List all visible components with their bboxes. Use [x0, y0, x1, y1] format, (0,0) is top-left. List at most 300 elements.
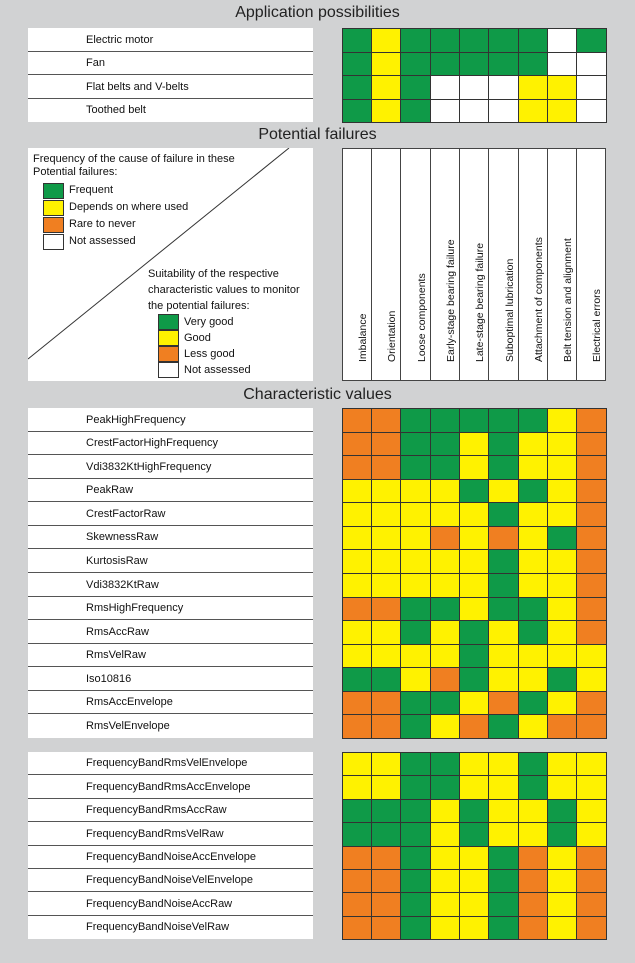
matrix-cell-rmsaccraw-5 [459, 620, 489, 645]
matrix-cell-vdi3832kthighfrequency-6 [488, 455, 519, 480]
matrix-cell-frequencybandrmsaccraw-2 [371, 799, 401, 823]
matrix-cell-toothed-belt-2 [371, 99, 401, 123]
matrix-cell-skewnessraw-2 [371, 526, 401, 550]
matrix-cell-frequencybandnoiseaccraw-4 [430, 892, 460, 917]
matrix-cell-rmsaccraw-2 [371, 620, 401, 645]
matrix-cell-kurtosisraw-7 [518, 549, 548, 574]
matrix-cell-rmsvelraw-5 [459, 644, 489, 668]
matrix-cell-flat-belts-and-v-belts-2 [371, 75, 401, 100]
matrix-cell-frequencybandrmsaccenvelope-9 [576, 775, 607, 800]
row-label-crestfactorraw: CrestFactorRaw [86, 508, 166, 520]
matrix-cell-rmsvelraw-3 [400, 644, 431, 668]
row-label-frequencybandrmsvelenvelope: FrequencyBandRmsVelEnvelope [86, 757, 248, 769]
matrix-cell-frequencybandrmsaccenvelope-7 [518, 775, 548, 800]
matrix-cell-kurtosisraw-8 [547, 549, 577, 574]
row-divider [28, 98, 313, 99]
matrix-cell-vdi3832kthighfrequency-8 [547, 455, 577, 480]
matrix-cell-frequencybandnoiseaccraw-5 [459, 892, 489, 917]
matrix-cell-rmsvelenvelope-8 [547, 714, 577, 739]
matrix-cell-rmsaccraw-8 [547, 620, 577, 645]
matrix-cell-electric-motor-3 [400, 28, 431, 53]
matrix-cell-frequencybandnoisevelenvelope-5 [459, 869, 489, 893]
matrix-cell-frequencybandnoisevelraw-1 [342, 916, 372, 940]
matrix-cell-frequencybandrmsvelenvelope-8 [547, 752, 577, 776]
matrix-cell-frequencybandnoiseaccraw-9 [576, 892, 607, 917]
matrix-cell-rmsaccenvelope-2 [371, 691, 401, 715]
matrix-cell-frequencybandrmsaccenvelope-8 [547, 775, 577, 800]
column-label-belt-tension: Belt tension and alignment [562, 238, 574, 362]
matrix-cell-frequencybandnoisevelraw-5 [459, 916, 489, 940]
row-label-frequencybandrmsaccraw: FrequencyBandRmsAccRaw [86, 804, 227, 816]
matrix-cell-frequencybandrmsaccraw-6 [488, 799, 519, 823]
matrix-cell-frequencybandrmsaccraw-4 [430, 799, 460, 823]
matrix-cell-vdi3832ktraw-3 [400, 573, 431, 598]
matrix-cell-frequencybandnoisevelenvelope-8 [547, 869, 577, 893]
matrix-cell-toothed-belt-4 [430, 99, 460, 123]
matrix-cell-frequencybandrmsaccraw-3 [400, 799, 431, 823]
matrix-cell-rmsvelenvelope-2 [371, 714, 401, 739]
suitability-swatch-very-good [158, 314, 179, 330]
matrix-cell-crestfactorraw-5 [459, 502, 489, 527]
row-divider [28, 619, 313, 620]
matrix-cell-crestfactorhighfrequency-5 [459, 432, 489, 456]
matrix-cell-rmsvelenvelope-4 [430, 714, 460, 739]
matrix-cell-frequencybandrmsaccenvelope-1 [342, 775, 372, 800]
matrix-cell-rmsaccenvelope-5 [459, 691, 489, 715]
row-label-peakraw: PeakRaw [86, 484, 134, 496]
matrix-cell-vdi3832ktraw-2 [371, 573, 401, 598]
matrix-cell-electric-motor-8 [547, 28, 577, 53]
matrix-cell-frequencybandrmsvelraw-5 [459, 822, 489, 847]
matrix-cell-rmsaccenvelope-1 [342, 691, 372, 715]
matrix-cell-fan-4 [430, 52, 460, 76]
matrix-cell-frequencybandnoisevelraw-7 [518, 916, 548, 940]
matrix-cell-frequencybandnoiseaccraw-6 [488, 892, 519, 917]
column-label-attachment: Attachment of components [533, 237, 545, 362]
matrix-cell-frequencybandrmsaccenvelope-5 [459, 775, 489, 800]
matrix-cell-peakhighfrequency-8 [547, 408, 577, 433]
column-label-early-bearing: Early-stage bearing failure [445, 239, 457, 362]
matrix-cell-flat-belts-and-v-belts-3 [400, 75, 431, 100]
matrix-cell-rmsaccraw-3 [400, 620, 431, 645]
matrix-cell-iso10816-2 [371, 667, 401, 692]
matrix-cell-frequencybandnoiseaccraw-8 [547, 892, 577, 917]
column-header-lubrication [488, 148, 519, 381]
matrix-cell-frequencybandrmsaccenvelope-2 [371, 775, 401, 800]
matrix-cell-frequencybandrmsaccenvelope-6 [488, 775, 519, 800]
matrix-cell-peakhighfrequency-1 [342, 408, 372, 433]
matrix-cell-skewnessraw-3 [400, 526, 431, 550]
matrix-cell-vdi3832kthighfrequency-1 [342, 455, 372, 480]
matrix-cell-kurtosisraw-4 [430, 549, 460, 574]
matrix-cell-crestfactorraw-8 [547, 502, 577, 527]
matrix-cell-crestfactorraw-9 [576, 502, 607, 527]
column-header-orientation [371, 148, 401, 381]
matrix-cell-frequencybandnoisevelenvelope-3 [400, 869, 431, 893]
matrix-cell-vdi3832kthighfrequency-5 [459, 455, 489, 480]
matrix-cell-peakhighfrequency-6 [488, 408, 519, 433]
matrix-cell-flat-belts-and-v-belts-5 [459, 75, 489, 100]
matrix-cell-frequencybandnoisevelenvelope-6 [488, 869, 519, 893]
matrix-cell-flat-belts-and-v-belts-4 [430, 75, 460, 100]
matrix-cell-rmsaccenvelope-6 [488, 691, 519, 715]
matrix-cell-crestfactorhighfrequency-6 [488, 432, 519, 456]
matrix-cell-vdi3832kthighfrequency-2 [371, 455, 401, 480]
matrix-cell-frequencybandrmsvelenvelope-5 [459, 752, 489, 776]
matrix-cell-rmsvelraw-1 [342, 644, 372, 668]
matrix-cell-peakhighfrequency-4 [430, 408, 460, 433]
matrix-cell-frequencybandrmsaccenvelope-4 [430, 775, 460, 800]
matrix-cell-fan-5 [459, 52, 489, 76]
matrix-cell-peakhighfrequency-2 [371, 408, 401, 433]
matrix-cell-skewnessraw-6 [488, 526, 519, 550]
row-label-rmshighfrequency: RmsHighFrequency [86, 602, 184, 614]
matrix-cell-vdi3832ktraw-1 [342, 573, 372, 598]
matrix-cell-electric-motor-2 [371, 28, 401, 53]
frequency-label-not-assessed: Not assessed [69, 235, 136, 247]
matrix-cell-fan-3 [400, 52, 431, 76]
row-label-frequencybandnoiseaccraw: FrequencyBandNoiseAccRaw [86, 898, 233, 910]
matrix-cell-peakhighfrequency-5 [459, 408, 489, 433]
matrix-cell-skewnessraw-9 [576, 526, 607, 550]
matrix-cell-vdi3832kthighfrequency-7 [518, 455, 548, 480]
row-label-crestfactorhighfrequency: CrestFactorHighFrequency [86, 437, 219, 449]
row-label-frequencybandnoisevelraw: FrequencyBandNoiseVelRaw [86, 921, 230, 933]
matrix-cell-rmshighfrequency-3 [400, 597, 431, 621]
column-label-imbalance: Imbalance [357, 313, 369, 362]
matrix-cell-frequencybandnoiseaccenvelope-7 [518, 846, 548, 870]
matrix-cell-frequencybandrmsvelenvelope-9 [576, 752, 607, 776]
matrix-cell-skewnessraw-1 [342, 526, 372, 550]
matrix-cell-frequencybandrmsvelraw-1 [342, 822, 372, 847]
matrix-cell-rmsaccenvelope-8 [547, 691, 577, 715]
matrix-cell-peakhighfrequency-9 [576, 408, 607, 433]
matrix-cell-electric-motor-9 [576, 28, 607, 53]
matrix-cell-iso10816-3 [400, 667, 431, 692]
matrix-cell-frequencybandrmsaccraw-7 [518, 799, 548, 823]
matrix-cell-rmsvelenvelope-9 [576, 714, 607, 739]
matrix-cell-rmsvelraw-4 [430, 644, 460, 668]
matrix-cell-iso10816-7 [518, 667, 548, 692]
matrix-cell-fan-6 [488, 52, 519, 76]
matrix-cell-frequencybandrmsvelenvelope-3 [400, 752, 431, 776]
row-divider [28, 501, 313, 502]
matrix-cell-toothed-belt-5 [459, 99, 489, 123]
matrix-cell-frequencybandnoiseaccenvelope-6 [488, 846, 519, 870]
column-header-electrical [576, 148, 606, 381]
matrix-cell-toothed-belt-7 [518, 99, 548, 123]
row-divider [28, 572, 313, 573]
matrix-cell-electric-motor-7 [518, 28, 548, 53]
matrix-cell-frequencybandnoisevelenvelope-9 [576, 869, 607, 893]
potential-failures-title: Potential failures [258, 126, 377, 143]
frequency-swatch-depends [43, 200, 64, 216]
matrix-cell-rmsvelenvelope-3 [400, 714, 431, 739]
frequency-swatch-frequent [43, 183, 64, 199]
matrix-cell-frequencybandnoiseaccraw-1 [342, 892, 372, 917]
matrix-cell-frequencybandnoiseaccenvelope-2 [371, 846, 401, 870]
matrix-cell-iso10816-9 [576, 667, 607, 692]
row-divider [28, 525, 313, 526]
matrix-cell-vdi3832ktraw-4 [430, 573, 460, 598]
matrix-cell-frequencybandnoiseaccenvelope-8 [547, 846, 577, 870]
matrix-cell-vdi3832ktraw-7 [518, 573, 548, 598]
matrix-cell-vdi3832kthighfrequency-3 [400, 455, 431, 480]
matrix-cell-flat-belts-and-v-belts-6 [488, 75, 519, 100]
matrix-cell-toothed-belt-6 [488, 99, 519, 123]
matrix-cell-toothed-belt-8 [547, 99, 577, 123]
matrix-cell-peakhighfrequency-3 [400, 408, 431, 433]
matrix-cell-frequencybandnoisevelenvelope-2 [371, 869, 401, 893]
suitability-legend-title-line3: the potential failures: [148, 300, 250, 312]
row-label-frequencybandrmsaccenvelope: FrequencyBandRmsAccEnvelope [86, 781, 251, 793]
matrix-cell-rmsaccenvelope-9 [576, 691, 607, 715]
matrix-cell-crestfactorhighfrequency-8 [547, 432, 577, 456]
matrix-cell-frequencybandrmsaccraw-8 [547, 799, 577, 823]
suitability-swatch-less-good [158, 346, 179, 362]
column-header-late-bearing [459, 148, 489, 381]
frequency-label-frequent: Frequent [69, 184, 114, 196]
row-label-rmsaccenvelope: RmsAccEnvelope [86, 696, 173, 708]
matrix-cell-peakraw-1 [342, 479, 372, 503]
application-possibilities-title: Application possibilities [235, 4, 400, 21]
matrix-cell-peakraw-3 [400, 479, 431, 503]
suitability-swatch-not-assessed [158, 362, 179, 378]
row-label-frequencybandnoiseaccenvelope: FrequencyBandNoiseAccEnvelope [86, 851, 256, 863]
frequency-label-rare: Rare to never [69, 218, 136, 230]
column-label-late-bearing: Late-stage bearing failure [474, 242, 486, 362]
matrix-cell-iso10816-6 [488, 667, 519, 692]
matrix-cell-frequencybandnoisevelenvelope-1 [342, 869, 372, 893]
matrix-cell-rmshighfrequency-7 [518, 597, 548, 621]
matrix-cell-frequencybandnoisevelraw-9 [576, 916, 607, 940]
row-label-rmsvelraw: RmsVelRaw [86, 649, 146, 661]
row-label-electric-motor: Electric motor [86, 34, 154, 46]
row-label-vdi3832ktraw: Vdi3832KtRaw [86, 579, 159, 591]
matrix-cell-rmsaccraw-6 [488, 620, 519, 645]
column-header-early-bearing [430, 148, 460, 381]
matrix-cell-rmsaccraw-9 [576, 620, 607, 645]
suitability-legend-title-line1: Suitability of the respective [148, 268, 279, 280]
matrix-cell-frequencybandrmsvelenvelope-4 [430, 752, 460, 776]
matrix-cell-flat-belts-and-v-belts-7 [518, 75, 548, 100]
matrix-cell-kurtosisraw-2 [371, 549, 401, 574]
matrix-cell-vdi3832ktraw-8 [547, 573, 577, 598]
matrix-cell-kurtosisraw-9 [576, 549, 607, 574]
matrix-cell-peakhighfrequency-7 [518, 408, 548, 433]
matrix-cell-crestfactorhighfrequency-4 [430, 432, 460, 456]
matrix-cell-rmshighfrequency-2 [371, 597, 401, 621]
matrix-cell-flat-belts-and-v-belts-1 [342, 75, 372, 100]
row-divider [28, 713, 313, 714]
matrix-cell-rmsvelraw-6 [488, 644, 519, 668]
column-header-attachment [518, 148, 548, 381]
row-label-rmsaccraw: RmsAccRaw [86, 626, 149, 638]
matrix-cell-frequencybandrmsvelraw-2 [371, 822, 401, 847]
matrix-cell-rmshighfrequency-9 [576, 597, 607, 621]
column-label-lubrication: Suboptimal lubrication [503, 258, 516, 362]
matrix-cell-peakraw-9 [576, 479, 607, 503]
matrix-cell-rmshighfrequency-4 [430, 597, 460, 621]
matrix-cell-rmsaccenvelope-7 [518, 691, 548, 715]
frequency-swatch-not-assessed [43, 234, 64, 250]
matrix-cell-fan-1 [342, 52, 372, 76]
row-label-vdi3832kthighfrequency: Vdi3832KtHighFrequency [86, 461, 212, 473]
matrix-cell-rmsvelenvelope-6 [488, 714, 519, 739]
matrix-cell-frequencybandrmsaccraw-5 [459, 799, 489, 823]
matrix-cell-toothed-belt-9 [576, 99, 607, 123]
matrix-cell-rmsaccraw-7 [518, 620, 548, 645]
matrix-cell-crestfactorhighfrequency-3 [400, 432, 431, 456]
matrix-cell-frequencybandrmsvelraw-8 [547, 822, 577, 847]
matrix-cell-rmsvelenvelope-1 [342, 714, 372, 739]
matrix-cell-crestfactorraw-6 [488, 502, 519, 527]
column-label-electrical: Electrical errors [591, 289, 603, 362]
matrix-cell-skewnessraw-4 [430, 526, 460, 550]
row-divider [28, 478, 313, 479]
matrix-cell-frequencybandrmsvelenvelope-6 [488, 752, 519, 776]
matrix-cell-rmshighfrequency-6 [488, 597, 519, 621]
column-header-belt-tension [547, 148, 577, 381]
matrix-cell-iso10816-5 [459, 667, 489, 692]
matrix-cell-flat-belts-and-v-belts-9 [576, 75, 607, 100]
matrix-cell-frequencybandnoiseaccenvelope-3 [400, 846, 431, 870]
row-label-flat-belts-and-v-belts: Flat belts and V-belts [86, 81, 189, 93]
matrix-cell-frequencybandrmsaccenvelope-3 [400, 775, 431, 800]
row-label-skewnessraw: SkewnessRaw [86, 531, 159, 543]
matrix-cell-frequencybandrmsvelenvelope-2 [371, 752, 401, 776]
matrix-cell-electric-motor-5 [459, 28, 489, 53]
matrix-cell-crestfactorhighfrequency-2 [371, 432, 401, 456]
row-label-kurtosisraw: KurtosisRaw [86, 555, 148, 567]
matrix-cell-kurtosisraw-5 [459, 549, 489, 574]
row-label-peakhighfrequency: PeakHighFrequency [86, 414, 186, 426]
matrix-cell-frequencybandnoisevelraw-4 [430, 916, 460, 940]
matrix-cell-crestfactorraw-7 [518, 502, 548, 527]
matrix-cell-vdi3832kthighfrequency-4 [430, 455, 460, 480]
column-label-loose-components: Loose components [415, 273, 428, 362]
frequency-swatch-rare [43, 217, 64, 233]
matrix-cell-frequencybandnoiseaccraw-7 [518, 892, 548, 917]
matrix-cell-frequencybandnoiseaccraw-3 [400, 892, 431, 917]
matrix-cell-peakraw-8 [547, 479, 577, 503]
matrix-cell-frequencybandnoisevelraw-2 [371, 916, 401, 940]
matrix-cell-vdi3832kthighfrequency-9 [576, 455, 607, 480]
matrix-cell-crestfactorraw-3 [400, 502, 431, 527]
matrix-cell-crestfactorhighfrequency-9 [576, 432, 607, 456]
matrix-cell-peakraw-2 [371, 479, 401, 503]
matrix-cell-crestfactorhighfrequency-1 [342, 432, 372, 456]
matrix-cell-peakraw-4 [430, 479, 460, 503]
matrix-cell-electric-motor-4 [430, 28, 460, 53]
frequency-legend-title-line2: Potential failures: [33, 166, 118, 178]
matrix-cell-skewnessraw-7 [518, 526, 548, 550]
column-label-orientation: Orientation [386, 310, 398, 362]
suitability-label-very-good: Very good [184, 316, 234, 328]
matrix-cell-rmsvelraw-7 [518, 644, 548, 668]
matrix-cell-frequencybandrmsvelraw-9 [576, 822, 607, 847]
matrix-cell-vdi3832ktraw-6 [488, 573, 519, 598]
matrix-cell-frequencybandnoiseaccenvelope-1 [342, 846, 372, 870]
matrix-cell-frequencybandnoisevelraw-3 [400, 916, 431, 940]
frequency-legend-title-line1: Frequency of the cause of failure in these [33, 153, 235, 165]
matrix-cell-rmsaccenvelope-3 [400, 691, 431, 715]
matrix-cell-rmsvelraw-2 [371, 644, 401, 668]
suitability-swatch-good [158, 330, 179, 346]
column-header-loose-components [400, 148, 431, 381]
matrix-cell-kurtosisraw-6 [488, 549, 519, 574]
matrix-cell-fan-2 [371, 52, 401, 76]
matrix-cell-frequencybandrmsaccraw-9 [576, 799, 607, 823]
matrix-cell-skewnessraw-8 [547, 526, 577, 550]
matrix-cell-electric-motor-1 [342, 28, 372, 53]
matrix-cell-frequencybandrmsvelenvelope-7 [518, 752, 548, 776]
suitability-label-less-good: Less good [184, 348, 235, 360]
suitability-label-not-assessed: Not assessed [184, 364, 251, 376]
matrix-cell-kurtosisraw-1 [342, 549, 372, 574]
matrix-cell-rmsvelenvelope-5 [459, 714, 489, 739]
matrix-cell-frequencybandrmsvelraw-7 [518, 822, 548, 847]
row-divider [28, 548, 313, 549]
matrix-cell-crestfactorhighfrequency-7 [518, 432, 548, 456]
matrix-cell-rmsvelenvelope-7 [518, 714, 548, 739]
matrix-cell-fan-9 [576, 52, 607, 76]
matrix-cell-frequencybandnoisevelenvelope-7 [518, 869, 548, 893]
matrix-cell-frequencybandnoisevelraw-8 [547, 916, 577, 940]
matrix-cell-kurtosisraw-3 [400, 549, 431, 574]
row-label-frequencybandnoisevelenvelope: FrequencyBandNoiseVelEnvelope [86, 874, 253, 886]
matrix-cell-frequencybandrmsvelraw-4 [430, 822, 460, 847]
matrix-cell-vdi3832ktraw-5 [459, 573, 489, 598]
row-divider [28, 666, 313, 667]
matrix-cell-rmshighfrequency-8 [547, 597, 577, 621]
matrix-cell-flat-belts-and-v-belts-8 [547, 75, 577, 100]
row-label-iso10816: Iso10816 [86, 673, 132, 685]
matrix-cell-peakraw-6 [488, 479, 519, 503]
matrix-cell-frequencybandnoiseaccenvelope-9 [576, 846, 607, 870]
matrix-cell-fan-8 [547, 52, 577, 76]
matrix-cell-iso10816-4 [430, 667, 460, 692]
matrix-cell-fan-7 [518, 52, 548, 76]
matrix-cell-rmsvelraw-8 [547, 644, 577, 668]
matrix-cell-rmshighfrequency-5 [459, 597, 489, 621]
row-label-fan: Fan [86, 57, 105, 69]
characteristic-values-title: Characteristic values [243, 386, 392, 403]
matrix-cell-crestfactorraw-4 [430, 502, 460, 527]
matrix-cell-iso10816-8 [547, 667, 577, 692]
matrix-cell-peakraw-7 [518, 479, 548, 503]
matrix-cell-rmsaccraw-4 [430, 620, 460, 645]
matrix-cell-frequencybandnoiseaccenvelope-5 [459, 846, 489, 870]
row-label-frequencybandrmsvelraw: FrequencyBandRmsVelRaw [86, 828, 224, 840]
matrix-cell-rmshighfrequency-1 [342, 597, 372, 621]
matrix-cell-iso10816-1 [342, 667, 372, 692]
matrix-cell-skewnessraw-5 [459, 526, 489, 550]
matrix-cell-frequencybandrmsaccraw-1 [342, 799, 372, 823]
matrix-cell-crestfactorraw-1 [342, 502, 372, 527]
suitability-legend-title-line2: characteristic values to monitor [148, 284, 300, 296]
matrix-cell-rmsaccenvelope-4 [430, 691, 460, 715]
row-divider [28, 51, 313, 52]
column-header-imbalance [342, 148, 372, 381]
suitability-label-good: Good [184, 332, 211, 344]
matrix-cell-peakraw-5 [459, 479, 489, 503]
matrix-cell-frequencybandrmsvelenvelope-1 [342, 752, 372, 776]
row-label-rmsvelenvelope: RmsVelEnvelope [86, 720, 170, 732]
matrix-cell-electric-motor-6 [488, 28, 519, 53]
row-divider [28, 643, 313, 644]
matrix-cell-frequencybandnoiseaccraw-2 [371, 892, 401, 917]
